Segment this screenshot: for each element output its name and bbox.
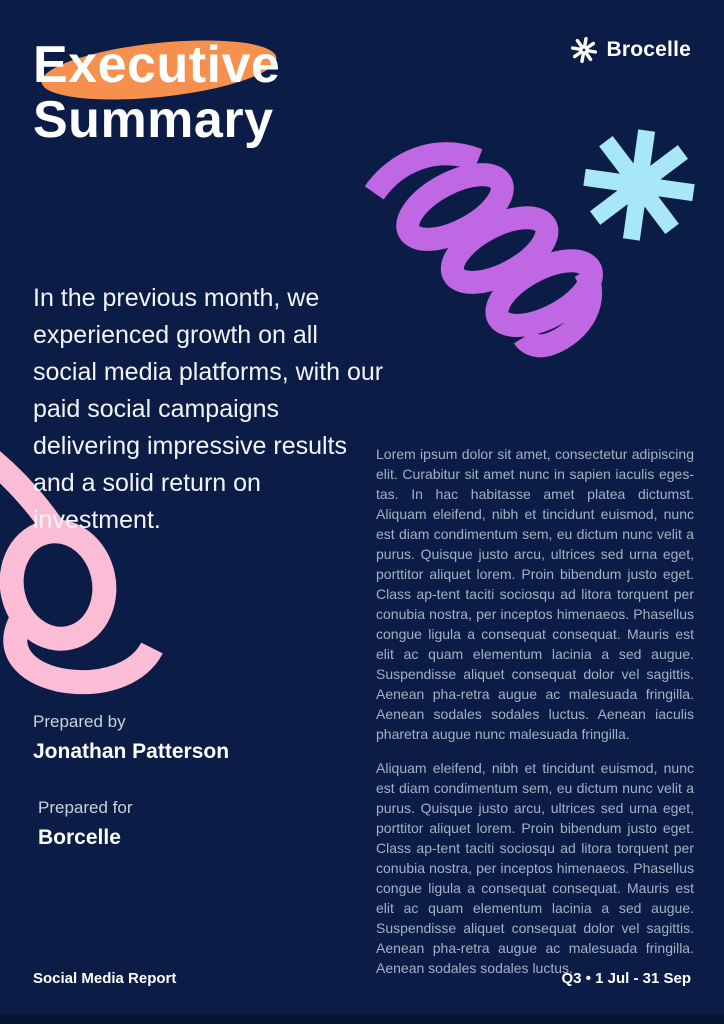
asterisk-spark-icon: [570, 36, 598, 64]
page-title-line1: Executive: [33, 36, 281, 94]
brand-logo: [570, 36, 691, 64]
prepared-for-name: Borcelle: [38, 826, 121, 849]
intro-paragraph: In the previous month, we experienced growth on all social media platforms, with our paid social campaigns delivering impressive results and a solid return on investment.: [33, 284, 384, 534]
body-copy: [376, 444, 694, 978]
prepared-by-name: Jonathan Patterson: [33, 740, 230, 763]
prepared-by-label: Prepared by: [33, 712, 126, 731]
footer: [33, 970, 691, 987]
purple-coil-shape: [350, 125, 680, 375]
prepared-for-label: Prepared for: [38, 798, 133, 817]
page-title-line2: Summary: [33, 91, 274, 149]
footer-report-title: Social Media Report: [33, 970, 177, 987]
footer-strip: [0, 1014, 724, 1024]
brand-name: Brocelle: [606, 38, 691, 61]
prepared-block: [33, 710, 229, 852]
footer-period: Q3 • 1 Jul - 31 Sep: [561, 970, 691, 987]
body-paragraph-1: Lorem ipsum dolor sit amet, consectetur adipiscing elit. Curabitur sit amet nunc in sapien iaculis eges-tas. In hac habitasse amet platea dictumst. Aliquam eleifend, nibh et tincidunt euismod, nunc est diam condimentum sem, eu dictum nunc velit a purus. Quisque justo arcu, ultrices sed urna eget, porttitor aliquet lorem. Proin bibendum justo eget. Class ap-tent taciti sociosqu ad litora torquent per conubia nostra, per inceptos himenaeos. Phasellus congue ligula a consequat consequat. Mauris est elit ac quam elementum lacinia a sed augue. Suspendisse aliquet consequat dolor vel sagittis. Aenean pha-retra augue ac malesuada fringilla. Aenean sodales sodales luctus. Aenean iaculis pharetra augue nunc malesuada fringilla.: [376, 446, 694, 742]
body-paragraph-2: Aliquam eleifend, nibh et tincidunt euismod, nunc est diam condimentum sem, eu dictum nunc velit a purus. Quisque justo arcu, ultrices sed urna eget, porttitor aliquet lorem. Proin bibendum justo eget. Class ap-tent taciti sociosqu ad litora torquent per conubia nostra, per inceptos himenaeos. Phasellus congue ligula a consequat consequat. Mauris est elit ac quam elementum lacinia a sed augue. Suspendisse aliquet consequat dolor vel sagittis. Aenean pha-retra augue ac malesuada fringilla. Aenean sodales sodales luctus.: [376, 760, 694, 976]
page-title: [33, 38, 280, 148]
